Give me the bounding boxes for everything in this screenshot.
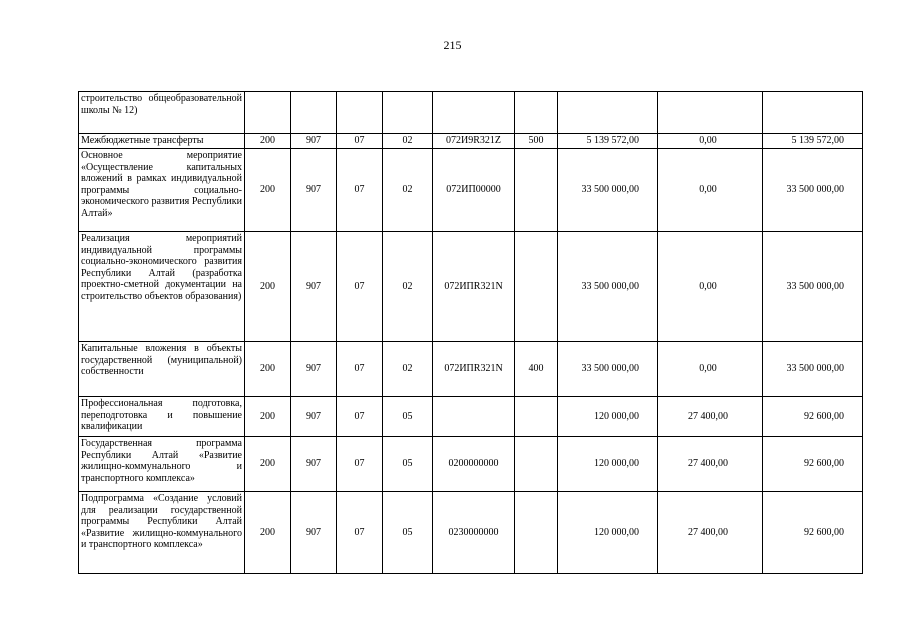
table-row [79,92,863,134]
cell-v3: 33 500 000,00 [763,232,863,342]
cell-c1: 200 [245,134,291,149]
table-row [79,232,863,342]
cell-c3: 07 [337,437,383,492]
cell-c4: 05 [383,492,433,574]
cell-c3: 07 [337,232,383,342]
cell-v1: 120 000,00 [558,397,658,437]
cell-c2 [291,92,337,134]
cell-c2: 907 [291,232,337,342]
cell-c4: 05 [383,397,433,437]
cell-v2: 27 400,00 [658,437,763,492]
cell-v1 [558,92,658,134]
cell-c6 [515,437,558,492]
cell-c5: 0230000000 [433,492,515,574]
cell-c2: 907 [291,437,337,492]
cell-c5: 072ИПR321N [433,232,515,342]
cell-v1: 33 500 000,00 [558,342,658,397]
cell-c1 [245,92,291,134]
cell-v1: 5 139 572,00 [558,134,658,149]
cell-c5: 072ИПR321N [433,342,515,397]
cell-v2: 0,00 [658,342,763,397]
cell-c2: 907 [291,134,337,149]
page-number: 215 [443,38,462,52]
cell-c5: 072ИП00000 [433,149,515,232]
cell-c6 [515,232,558,342]
row-name: Государственная программа Республики Алтай «Развитие жилищно-коммунального и транспортного комплекса» [79,437,245,492]
cell-c4: 05 [383,437,433,492]
cell-c1: 200 [245,232,291,342]
table-row [79,342,863,397]
cell-c6 [515,397,558,437]
row-name: Капитальные вложения в объекты государственной (муниципальной) собственности [79,342,245,397]
cell-v1: 33 500 000,00 [558,149,658,232]
cell-v3: 92 600,00 [763,397,863,437]
cell-c3: 07 [337,134,383,149]
cell-v2: 27 400,00 [658,397,763,437]
cell-v3 [763,92,863,134]
cell-c6 [515,492,558,574]
row-name: Подпрограмма «Создание условий для реализации государственной программы Республики Алтай «Развитие жилищно-коммунального и транспортного комплекса» [79,492,245,574]
cell-c3 [337,92,383,134]
cell-c1: 200 [245,149,291,232]
row-name: Основное мероприятие «Осуществление капитальных вложений в рамках индивидуальной программы социально-экономического развития Республики Алтай» [79,149,245,232]
budget-table [78,91,863,574]
row-name: Профессиональная подготовка, переподготовка и повышение квалификации [79,397,245,437]
cell-c3: 07 [337,492,383,574]
cell-c3: 07 [337,397,383,437]
table-row [79,492,863,574]
cell-c2: 907 [291,149,337,232]
cell-c6 [515,92,558,134]
cell-c6: 400 [515,342,558,397]
cell-v2: 0,00 [658,232,763,342]
row-name: Реализация мероприятий индивидуальной программы социально-экономического развития Республики Алтай (разработка проектно-сметной документации на строительство объектов образования) [79,232,245,342]
cell-c4: 02 [383,149,433,232]
table-row [79,397,863,437]
cell-c1: 200 [245,397,291,437]
cell-c4: 02 [383,232,433,342]
cell-v3: 92 600,00 [763,437,863,492]
cell-v1: 33 500 000,00 [558,232,658,342]
cell-c1: 200 [245,492,291,574]
cell-v2 [658,92,763,134]
cell-v3: 92 600,00 [763,492,863,574]
cell-c3: 07 [337,149,383,232]
cell-v3: 33 500 000,00 [763,342,863,397]
cell-v2: 0,00 [658,134,763,149]
table-body [79,92,863,574]
cell-v2: 0,00 [658,149,763,232]
cell-c6 [515,149,558,232]
cell-c6: 500 [515,134,558,149]
cell-c4: 02 [383,342,433,397]
cell-c5 [433,397,515,437]
cell-c4 [383,92,433,134]
table-row [79,437,863,492]
cell-c4: 02 [383,134,433,149]
cell-c2: 907 [291,492,337,574]
cell-c5 [433,92,515,134]
row-name: Межбюджетные трансферты [79,134,245,149]
cell-v3: 33 500 000,00 [763,149,863,232]
cell-c2: 907 [291,397,337,437]
cell-c3: 07 [337,342,383,397]
cell-c1: 200 [245,437,291,492]
cell-v3: 5 139 572,00 [763,134,863,149]
row-name: строительство общеобразовательной школы № 12) [79,92,245,134]
cell-v1: 120 000,00 [558,492,658,574]
cell-c2: 907 [291,342,337,397]
cell-c1: 200 [245,342,291,397]
cell-v2: 27 400,00 [658,492,763,574]
cell-c5: 0200000000 [433,437,515,492]
cell-v1: 120 000,00 [558,437,658,492]
table-row [79,149,863,232]
table-row [79,134,863,149]
cell-c5: 072И9R321Z [433,134,515,149]
